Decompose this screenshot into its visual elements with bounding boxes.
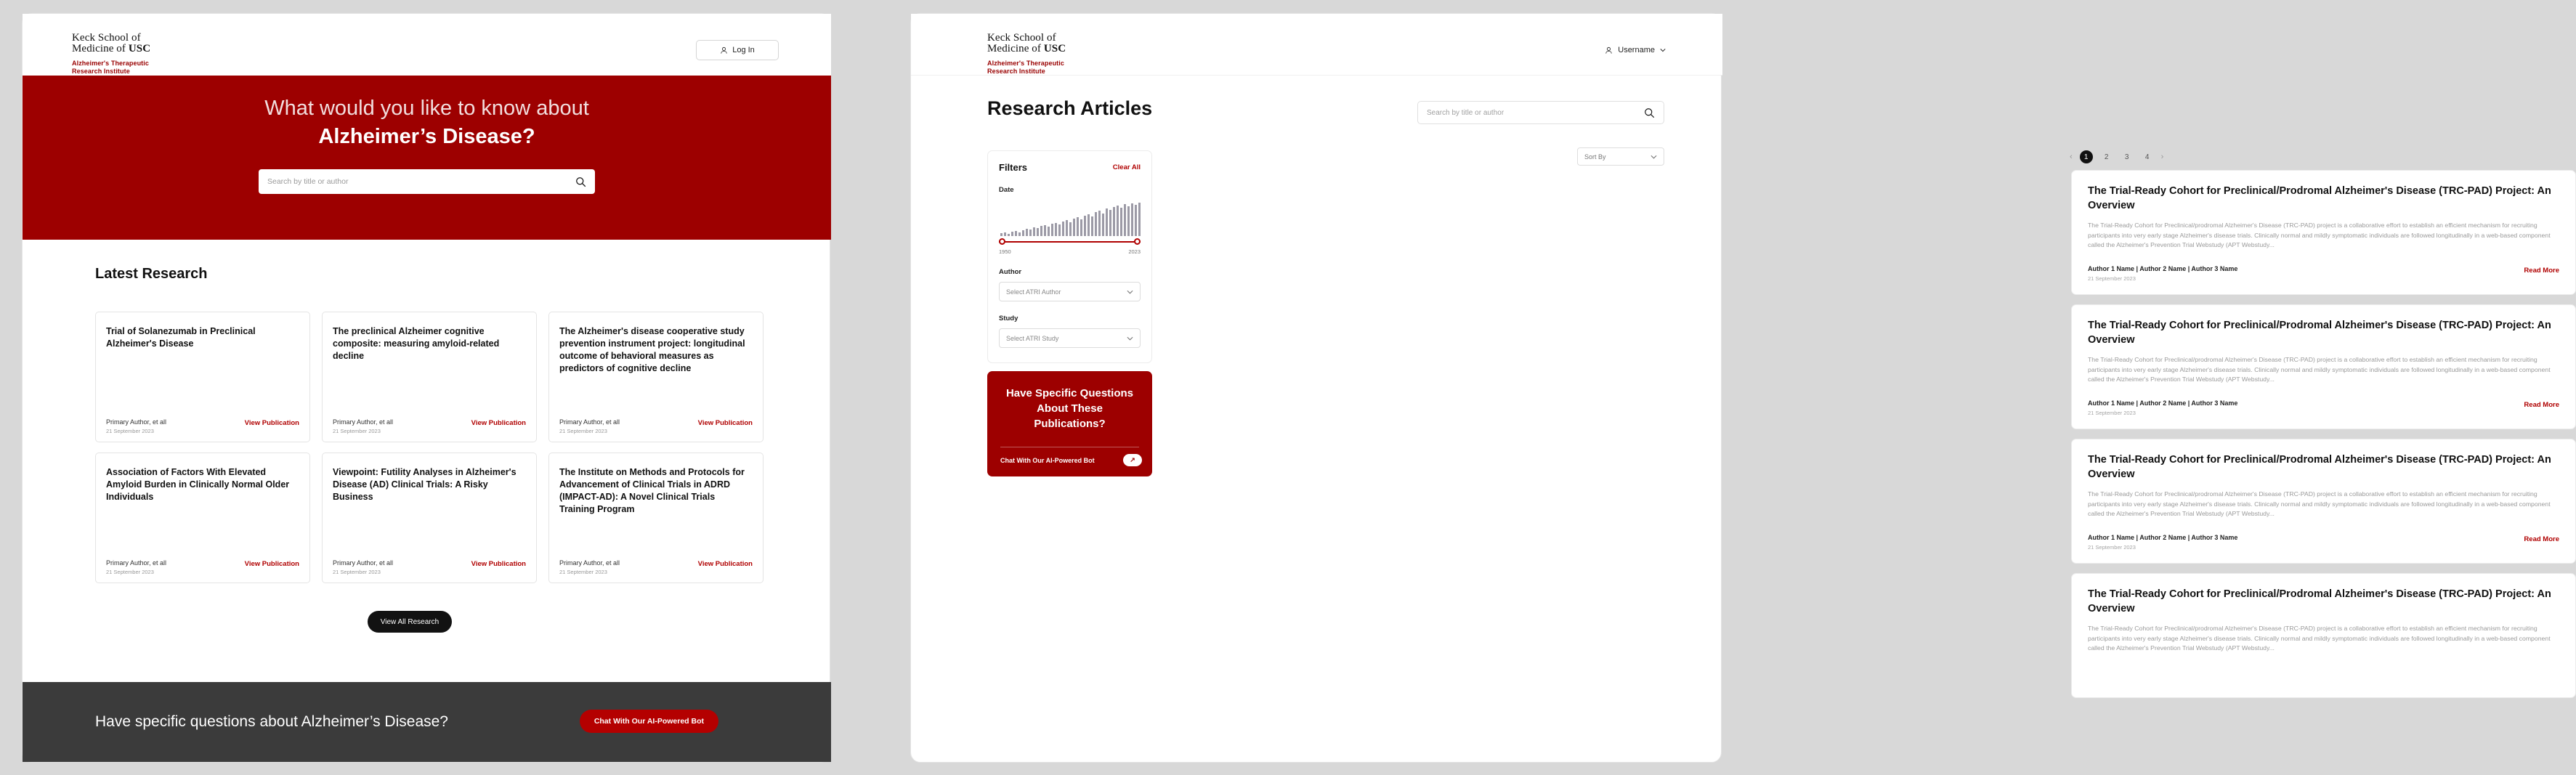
date-min-label: 1950 bbox=[999, 248, 1011, 255]
research-card-date: 21 September 2023 bbox=[106, 428, 154, 434]
chat-cta-card[interactable] bbox=[987, 371, 1152, 476]
view-publication-link[interactable]: View Publication bbox=[697, 560, 753, 568]
research-card-title: Viewpoint: Futility Analyses in Alzheimer's Disease (AD) Clinical Trials: A Risky Business bbox=[333, 467, 517, 502]
brand-keck-line1: Keck School of bbox=[987, 32, 1056, 44]
article-excerpt: The Trial-Ready Cohort for Preclinical/prodromal Alzheimer's Disease (TRC-PAD) project is a collaborative effort to establish an efficient mechanism for recruiting participants into very early stage Alzheimer's disease trials. Clinically normal and mildly symptomatic individuals are followed longitudinally in a web-based component called the Alzheimer's Prevention Trial Webstudy (APT Webstudy... bbox=[2088, 222, 2551, 248]
pagination-page-3[interactable]: 3 bbox=[2124, 153, 2129, 161]
article-date: 21 September 2023 bbox=[2088, 544, 2136, 551]
research-card-author: Primary Author, et all bbox=[559, 559, 620, 567]
user-icon bbox=[1605, 46, 1613, 54]
date-histogram bbox=[999, 201, 1141, 236]
research-card[interactable] bbox=[322, 453, 537, 583]
research-card-author: Primary Author, et all bbox=[333, 559, 394, 567]
date-max-label: 2023 bbox=[1128, 248, 1141, 255]
brand-keck-line1: Keck School of bbox=[72, 32, 141, 44]
sort-by-select[interactable] bbox=[1577, 147, 1664, 166]
brand-keck-line2: Medicine of USC bbox=[72, 43, 151, 54]
chevron-down-icon bbox=[1660, 48, 1666, 52]
article-excerpt: The Trial-Ready Cohort for Preclinical/prodromal Alzheimer's Disease (TRC-PAD) project is a collaborative effort to establish an efficient mechanism for recruiting participants into very early stage Alzheimer's disease trials. Clinically normal and mildly symptomatic individuals are followed longitudinally in a web-based component called the Alzheimer's Prevention Trial Webstudy (APT Webstudy... bbox=[2088, 490, 2551, 517]
brand-ati: Alzheimer's Therapeutic Research Institute bbox=[987, 60, 1064, 75]
chat-cta-heading: Have Specific Questions About These Publications? bbox=[1005, 387, 1134, 430]
view-publication-link[interactable]: View Publication bbox=[244, 419, 299, 427]
research-card[interactable] bbox=[95, 453, 310, 583]
article-card[interactable] bbox=[2071, 439, 2576, 564]
article-authors: Author 1 Name | Author 2 Name | Author 3 Name bbox=[2088, 399, 2238, 407]
study-filter-label: Study bbox=[999, 315, 1018, 322]
research-card-date: 21 September 2023 bbox=[559, 428, 607, 434]
filters-header bbox=[999, 162, 1141, 173]
article-excerpt: The Trial-Ready Cohort for Preclinical/prodromal Alzheimer's Disease (TRC-PAD) project is a collaborative effort to establish an efficient mechanism for recruiting participants into very early stage Alzheimer's disease trials. Clinically normal and mildly symptomatic individuals are followed longitudinally in a web-based component called the Alzheimer's Prevention Trial Webstudy (APT Webstudy... bbox=[2088, 625, 2551, 652]
research-card-title: The preclinical Alzheimer cognitive composite: measuring amyloid-related decline bbox=[333, 326, 500, 361]
range-handle-max[interactable] bbox=[1134, 238, 1141, 245]
pagination-prev[interactable]: ‹ bbox=[2070, 153, 2073, 161]
article-title: The Trial-Ready Cohort for Preclinical/Prodromal Alzheimer's Disease (TRC-PAD) Project: An Overview bbox=[2088, 320, 2551, 346]
chevron-down-icon bbox=[1127, 336, 1133, 341]
article-card[interactable] bbox=[2071, 304, 2576, 429]
arrow-up-right-icon[interactable]: ↗ bbox=[1123, 454, 1142, 466]
search-icon[interactable] bbox=[575, 176, 586, 187]
chevron-down-icon bbox=[1650, 155, 1657, 159]
author-select-value: Select ATRI Author bbox=[1006, 288, 1061, 296]
chevron-down-icon bbox=[1127, 290, 1133, 294]
latest-research-heading: Latest Research bbox=[95, 266, 208, 282]
login-button[interactable] bbox=[696, 40, 779, 60]
view-publication-link[interactable]: View Publication bbox=[244, 560, 299, 568]
research-card-date: 21 September 2023 bbox=[559, 569, 607, 575]
article-list bbox=[2071, 170, 2576, 707]
article-authors: Author 1 Name | Author 2 Name | Author 3 Name bbox=[2088, 265, 2238, 272]
study-select[interactable] bbox=[999, 328, 1141, 348]
research-card[interactable] bbox=[322, 312, 537, 442]
view-publication-link[interactable]: View Publication bbox=[471, 419, 526, 427]
range-track bbox=[999, 241, 1141, 243]
research-card[interactable] bbox=[548, 453, 764, 583]
clear-all-button[interactable]: Clear All bbox=[1112, 163, 1141, 171]
date-range-labels bbox=[999, 248, 1141, 255]
brand-ati: Alzheimer's Therapeutic Research Institute bbox=[72, 60, 149, 75]
article-date: 21 September 2023 bbox=[2088, 410, 2136, 416]
brand-keck-line2: Medicine of USC bbox=[987, 43, 1066, 54]
research-card-author: Primary Author, et all bbox=[559, 418, 620, 426]
articles-header bbox=[911, 14, 1722, 76]
chat-cta-action-label: Chat With Our AI-Powered Bot bbox=[1000, 456, 1095, 464]
view-publication-link[interactable]: View Publication bbox=[697, 419, 753, 427]
sort-by-label: Sort By bbox=[1584, 153, 1606, 161]
hero-line-1: What would you like to know about bbox=[264, 97, 589, 120]
view-publication-link[interactable]: View Publication bbox=[471, 560, 526, 568]
article-title: The Trial-Ready Cohort for Preclinical/Prodromal Alzheimer's Disease (TRC-PAD) Project: An Overview bbox=[2088, 588, 2551, 614]
research-card-author: Primary Author, et all bbox=[106, 559, 167, 567]
article-card[interactable] bbox=[2071, 170, 2576, 295]
article-title: The Trial-Ready Cohort for Preclinical/Prodromal Alzheimer's Disease (TRC-PAD) Project: An Overview bbox=[2088, 185, 2551, 211]
home-header bbox=[23, 14, 831, 76]
read-more-link[interactable]: Read More bbox=[2524, 267, 2559, 275]
research-card-title: Association of Factors With Elevated Amyloid Burden in Clinically Normal Older Individuals bbox=[106, 467, 290, 502]
login-label: Log In bbox=[732, 46, 755, 54]
chat-cta-action-row[interactable] bbox=[1000, 454, 1142, 466]
pagination-page-4[interactable]: 4 bbox=[2144, 153, 2150, 161]
study-select-value: Select ATRI Study bbox=[1006, 334, 1059, 342]
research-card[interactable] bbox=[95, 312, 310, 442]
hero-line-2: Alzheimer’s Disease? bbox=[318, 125, 535, 148]
research-card-title: Trial of Solanezumab in Preclinical Alzheimer's Disease bbox=[106, 326, 256, 349]
page-title: Research Articles bbox=[987, 97, 1153, 119]
article-title: The Trial-Ready Cohort for Preclinical/Prodromal Alzheimer's Disease (TRC-PAD) Project: An Overview bbox=[2088, 454, 2551, 480]
brand-lockup[interactable] bbox=[72, 33, 150, 76]
pagination-next[interactable]: › bbox=[2160, 153, 2164, 161]
research-card-title: The Institute on Methods and Protocols for Advancement of Clinical Trials in ADRD (IMPACT-AD): A Novel Clinical Trials Training Program bbox=[559, 467, 745, 514]
filters-panel bbox=[987, 150, 1152, 363]
date-filter-label: Date bbox=[999, 186, 1014, 194]
hero-search-input[interactable] bbox=[267, 177, 575, 186]
research-card-title: The Alzheimer's disease cooperative study prevention instrument project: longitudinal outcome of behavioral measures as predictors of cognitive decline bbox=[559, 326, 745, 373]
range-handle-min[interactable] bbox=[999, 238, 1005, 245]
pagination[interactable] bbox=[2070, 150, 2163, 163]
read-more-link[interactable]: Read More bbox=[2524, 535, 2559, 543]
research-card-author: Primary Author, et all bbox=[106, 418, 167, 426]
articles-search-input[interactable] bbox=[1427, 109, 1644, 117]
author-filter-label: Author bbox=[999, 268, 1022, 276]
user-menu[interactable] bbox=[1605, 46, 1666, 54]
search-icon[interactable] bbox=[1644, 107, 1655, 118]
research-card-date: 21 September 2023 bbox=[333, 569, 381, 575]
read-more-link[interactable]: Read More bbox=[2524, 401, 2559, 409]
article-date: 21 September 2023 bbox=[2088, 275, 2136, 282]
articles-pane bbox=[910, 13, 2559, 763]
home-footer-cta bbox=[23, 682, 831, 762]
articles-search-box[interactable] bbox=[1417, 101, 1664, 124]
research-card-date: 21 September 2023 bbox=[333, 428, 381, 434]
pagination-page-2[interactable]: 2 bbox=[2104, 153, 2109, 161]
chat-bot-button[interactable]: Chat With Our AI-Powered Bot bbox=[580, 710, 718, 733]
username-label: Username bbox=[1618, 46, 1655, 54]
pagination-page-1[interactable]: 1 bbox=[2080, 150, 2093, 163]
date-range-slider[interactable] bbox=[999, 238, 1141, 247]
author-select[interactable] bbox=[999, 282, 1141, 301]
view-all-research-button[interactable]: View All Research bbox=[368, 611, 452, 633]
article-authors: Author 1 Name | Author 2 Name | Author 3 Name bbox=[2088, 534, 2238, 541]
hero-search-box[interactable] bbox=[259, 169, 595, 194]
brand-lockup[interactable] bbox=[987, 33, 1066, 76]
research-card-date: 21 September 2023 bbox=[106, 569, 154, 575]
footer-cta-text: Have specific questions about Alzheimer’s Disease? bbox=[95, 713, 448, 730]
filters-title: Filters bbox=[999, 162, 1028, 173]
homepage-pane bbox=[22, 13, 830, 763]
hero-banner bbox=[23, 76, 831, 240]
research-card[interactable] bbox=[548, 312, 764, 442]
research-card-grid bbox=[95, 312, 764, 583]
research-card-author: Primary Author, et all bbox=[333, 418, 394, 426]
article-excerpt: The Trial-Ready Cohort for Preclinical/prodromal Alzheimer's Disease (TRC-PAD) project is a collaborative effort to establish an efficient mechanism for recruiting participants into very early stage Alzheimer's disease trials. Clinically normal and mildly symptomatic individuals are followed longitudinally in a web-based component called the Alzheimer's Prevention Trial Webstudy (APT Webstudy... bbox=[2088, 356, 2551, 383]
article-card[interactable] bbox=[2071, 573, 2576, 698]
user-icon bbox=[720, 46, 728, 54]
